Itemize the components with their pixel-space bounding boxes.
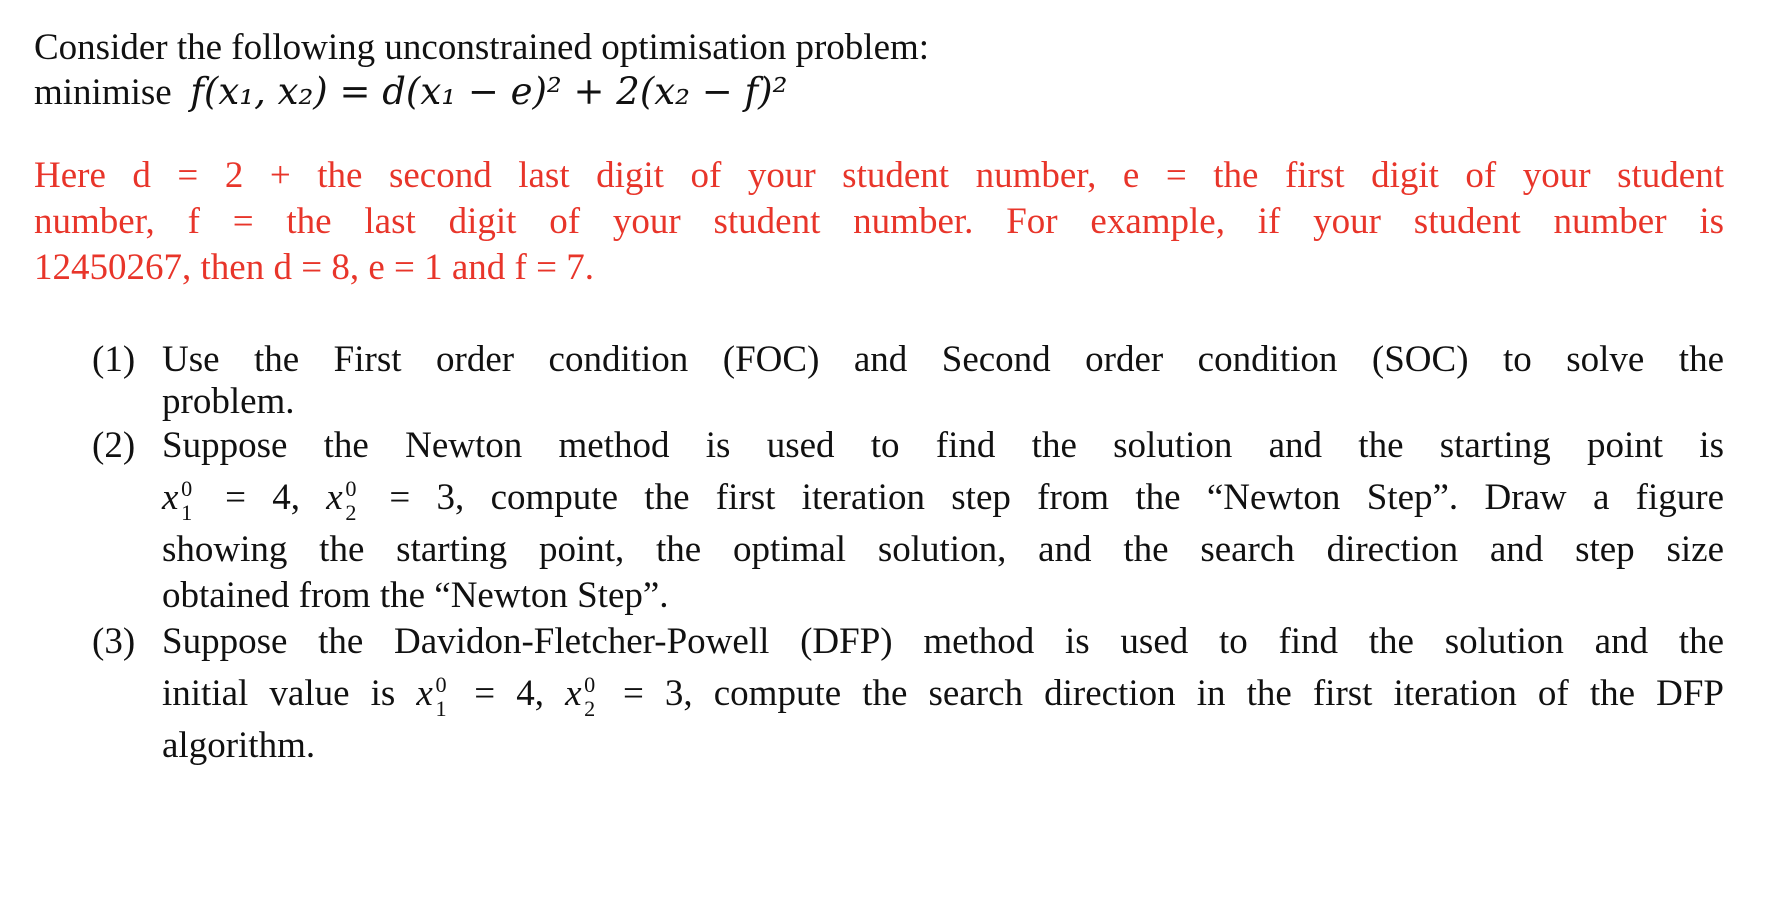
- question-number: (2): [92, 425, 136, 466]
- student-number-note: [34, 153, 1724, 291]
- document-page: [34, 26, 1724, 769]
- question-2-line-3: showing the starting point, the optimal solution, and the search direction and step size: [162, 529, 1724, 570]
- question-3-line-2: initial value is x 0 1 = 4, x 0 2 = 3, compute the search direction in the first iteration of the DFP: [162, 665, 1724, 723]
- minimise-label: minimise: [34, 72, 172, 113]
- question-number: (1): [92, 339, 136, 380]
- question-3: [92, 619, 1724, 769]
- question-2-line-4: obtained from the “Newton Step”.: [162, 575, 669, 616]
- question-number: (3): [92, 621, 136, 662]
- question-1: [92, 337, 1724, 425]
- question-3-line-3: algorithm.: [162, 725, 316, 766]
- question-list: [34, 337, 1724, 769]
- question-1-line-2: problem.: [162, 381, 295, 422]
- note-line-1: Here d = 2 + the second last digit of your student number, e = the first digit of your student: [34, 155, 1724, 196]
- note-line-2: number, f = the last digit of your student number. For example, if your student number is: [34, 201, 1724, 242]
- intro-line-1: Consider the following unconstrained optimisation problem:: [34, 27, 930, 68]
- start-x2-value: 3: [436, 477, 456, 518]
- start-x1: x 0 1: [162, 475, 193, 526]
- objective-formula: f(x₁, x₂) = d(x₁ − e)² + 2(x₂ − f)²: [190, 70, 788, 113]
- start-x1-value: 4: [272, 477, 291, 518]
- question-1-line-1: Use the First order condition (FOC) and Second order condition (SOC) to solve the: [162, 339, 1724, 380]
- note-line-3: 12450267, then d = 8, e = 1 and f = 7.: [34, 247, 594, 288]
- start-x2: x 0 2: [326, 475, 357, 526]
- question-2: [92, 423, 1724, 619]
- initial-x1: x 0 1: [416, 671, 447, 722]
- intro-line-2: [34, 70, 1724, 115]
- question-2-line-2: x 0 1 = 4, x 0 2 = 3, compute the first iteration step from the “Newton Step”. Draw a figure: [162, 469, 1724, 527]
- question-3-line-1: Suppose the Davidon-Fletcher-Powell (DFP) method is used to find the solution and the: [162, 621, 1724, 662]
- initial-x2: x 0 2: [565, 671, 596, 722]
- question-2-line-1: Suppose the Newton method is used to find the solution and the starting point is: [162, 425, 1724, 466]
